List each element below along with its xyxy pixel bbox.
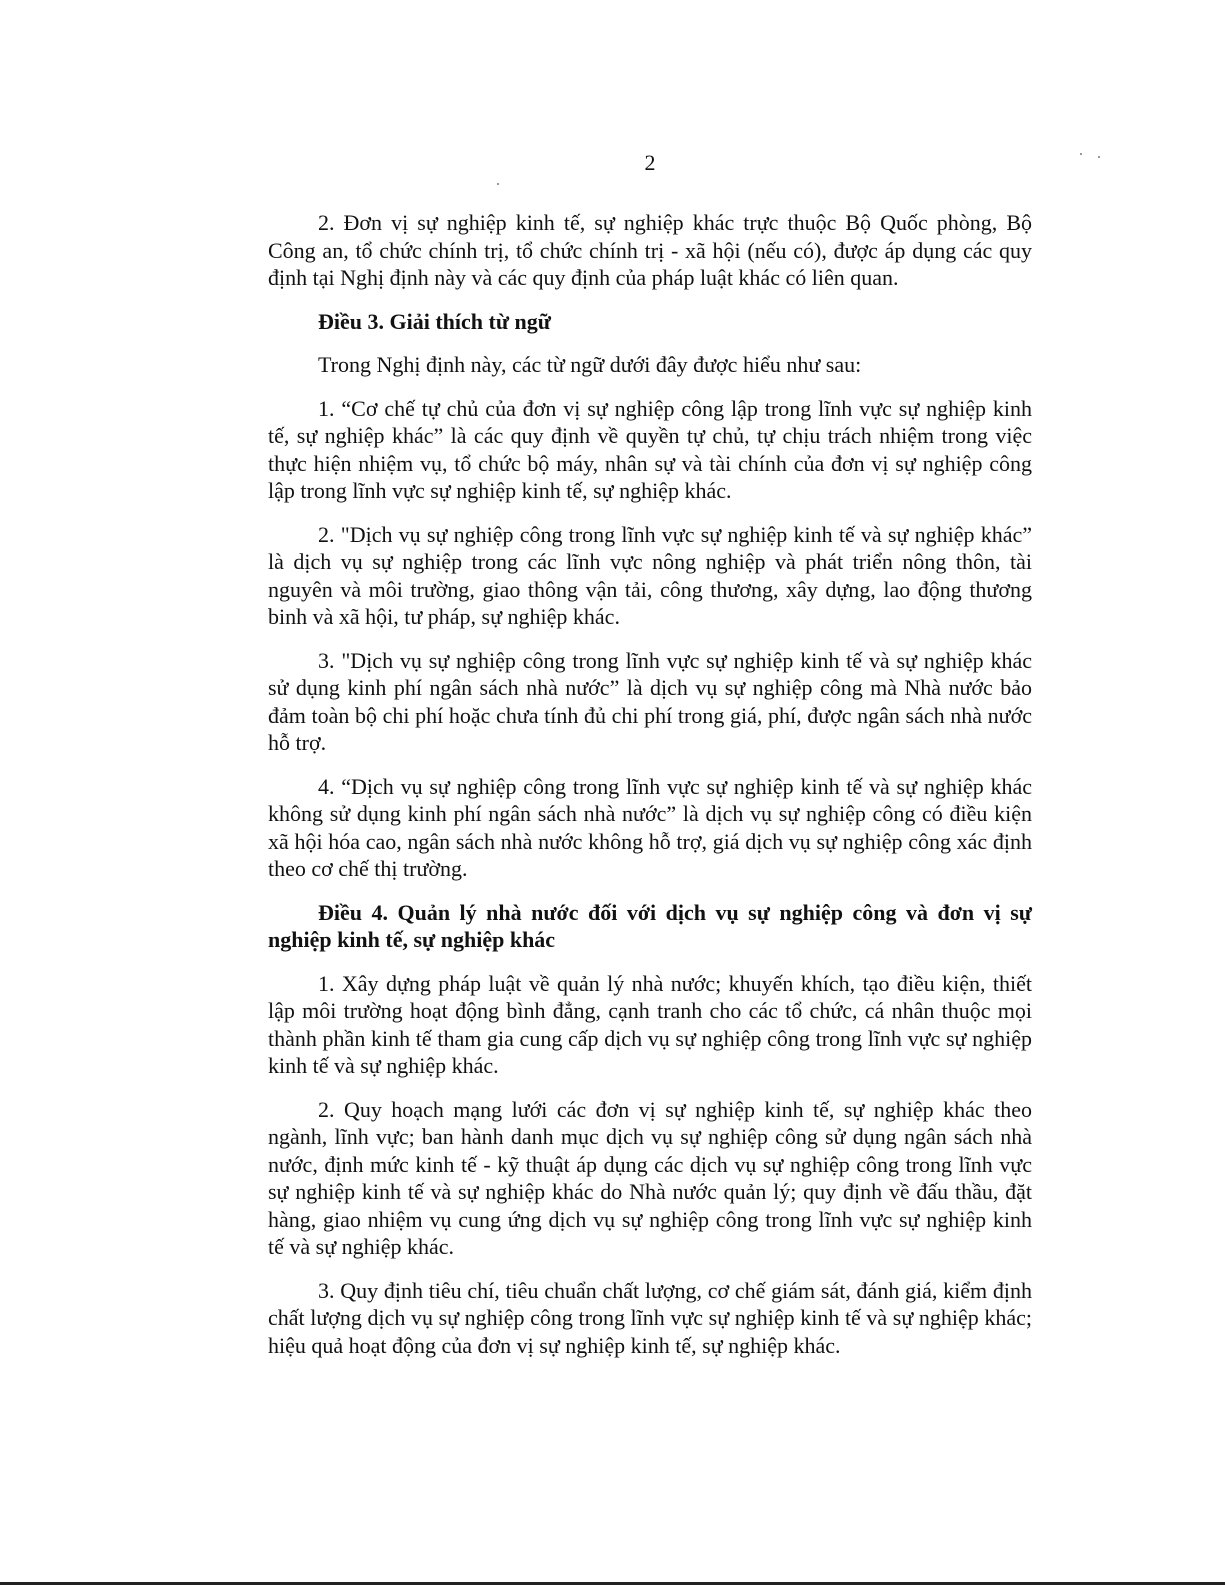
paragraph: 2. "Dịch vụ sự nghiệp công trong lĩnh vực sự nghiệp kinh tế và sự nghiệp khác” là dịch vụ sự nghiệp trong các lĩnh vực nông nghiệp và phát triển nông thôn, tài nguyên và môi trường, giao thông vận tải, công thương, xây dựng, lao động thương binh và xã hội, tư pháp, sự nghiệp khác. <box>268 521 1032 629</box>
paragraph: 3. Quy định tiêu chí, tiêu chuẩn chất lượng, cơ chế giám sát, đánh giá, kiểm định chất lượng dịch vụ sự nghiệp công trong lĩnh vực sự nghiệp kinh tế và sự nghiệp khác; hiệu quả hoạt động của đơn vị sự nghiệp kinh tế, sự nghiệp khác. <box>268 1277 1032 1358</box>
paragraph: 1. “Cơ chế tự chủ của đơn vị sự nghiệp công lập trong lĩnh vực sự nghiệp kinh tế, sự nghiệp khác” là các quy định về quyền tự chủ, tự chịu trách nhiệm trong việc thực hiện nhiệm vụ, tổ chức bộ máy, nhân sự và tài chính của đơn vị sự nghiệp công lập trong lĩnh vực sự nghiệp kinh tế, sự nghiệp khác. <box>268 395 1032 503</box>
paragraph: Trong Nghị định này, các từ ngữ dưới đây được hiểu như sau: <box>318 352 862 377</box>
page-number: 2 <box>644 150 656 175</box>
paragraph: 3. "Dịch vụ sự nghiệp công trong lĩnh vực sự nghiệp kinh tế và sự nghiệp khác sử dụng kinh phí ngân sách nhà nước” là dịch vụ sự nghiệp công mà Nhà nước bảo đảm toàn bộ chi phí hoặc chưa tính đủ chi phí trong giá, phí, được ngân sách nhà nước hỗ trợ. <box>268 647 1032 755</box>
scan-speck <box>1098 156 1100 158</box>
paragraph: 2. Đơn vị sự nghiệp kinh tế, sự nghiệp khác trực thuộc Bộ Quốc phòng, Bộ Công an, tổ chức chính trị, tổ chức chính trị - xã hội (nếu có), được áp dụng các quy định tại Nghị định này và các quy định của pháp luật khác có liên quan. <box>268 210 1032 290</box>
article-heading: Điều 4. Quản lý nhà nước đối với dịch vụ sự nghiệp công và đơn vị sự nghiệp kinh tế, sự nghiệp khác <box>268 899 1032 952</box>
scan-speck <box>1080 153 1082 155</box>
paragraph: 4. “Dịch vụ sự nghiệp công trong lĩnh vực sự nghiệp kinh tế và sự nghiệp khác không sử dụng kinh phí ngân sách nhà nước” là dịch vụ sự nghiệp công có điều kiện xã hội hóa cao, ngân sách nhà nước không hỗ trợ, giá dịch vụ sự nghiệp công xác định theo cơ chế thị trường. <box>268 773 1032 881</box>
paragraph: 2. Quy hoạch mạng lưới các đơn vị sự nghiệp kinh tế, sự nghiệp khác theo ngành, lĩnh vực; ban hành danh mục dịch vụ sự nghiệp công sử dụng ngân sách nhà nước, định mức kinh tế - kỹ thuật áp dụng các dịch vụ sự nghiệp công trong lĩnh vực sự nghiệp kinh tế và sự nghiệp khác do Nhà nước quản lý; quy định về đấu thầu, đặt hàng, giao nhiệm vụ cung ứng dịch vụ sự nghiệp công trong lĩnh vực sự nghiệp kinh tế và sự nghiệp khác. <box>268 1096 1032 1259</box>
document-body <box>268 209 1032 1375</box>
paragraph: 1. Xây dựng pháp luật về quản lý nhà nước; khuyến khích, tạo điều kiện, thiết lập môi trường hoạt động bình đẳng, cạnh tranh cho các tổ chức, cá nhân thuộc mọi thành phần kinh tế tham gia cung cấp dịch vụ sự nghiệp công trong lĩnh vực sự nghiệp kinh tế và sự nghiệp khác. <box>268 970 1032 1078</box>
article-heading: Điều 3. Giải thích từ ngữ <box>318 308 551 334</box>
scan-speck <box>497 183 499 185</box>
